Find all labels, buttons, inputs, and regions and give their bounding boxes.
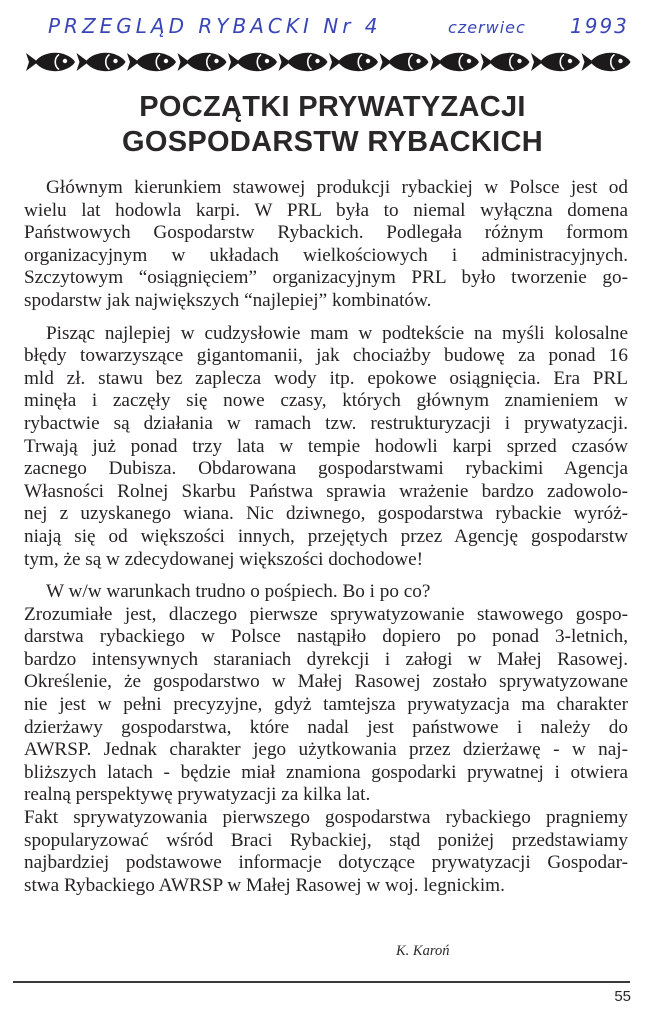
fish-icon: [582, 53, 631, 71]
fish-icon: [127, 53, 176, 71]
author-signature: K. Karoń: [396, 943, 450, 959]
text-line: Własności Rolnej Skarbu Państwa sprawia wrażenie bardzo zadowolo-: [24, 480, 628, 502]
text-line: Określenie, że gospodarstwo w Małej Rasowej zostało sprywatyzowane: [24, 671, 628, 693]
text-line: realną perspektywę prywatyzacji za kilka lat.: [24, 784, 371, 806]
text-line: błędy towarzyszące gigantomanii, jak chociażby budowę za ponad 16: [24, 345, 628, 367]
paragraph: [24, 807, 628, 897]
text-line: minęła i zaczęły się nowe czasy, których głównym znamieniem w: [24, 390, 628, 412]
fish-icon: [178, 53, 227, 71]
text-line: bardzo intensywnych staraniach dyrekcji i załogi w Małej Rasowej.: [24, 648, 628, 670]
text-line: Fakt sprywatyzowania pierwszego gospodarstwa rybackiego pragniemy: [24, 807, 628, 829]
fish-border: [26, 50, 632, 74]
text-line: rybactwie są działania w ramach tzw. restrukturyzacji i prywatyzacji.: [24, 412, 628, 434]
paragraph: [24, 604, 628, 807]
text-line: spopularyzować wśród Braci Rybackiej, stąd poniżej przedstawiamy: [24, 829, 628, 851]
text-line: Trwają już ponad trzy lata w tempie hodowli karpi sprzed czasów: [24, 435, 628, 457]
handwritten-year: 1993: [570, 14, 629, 38]
article-title: [0, 90, 665, 160]
text-line: spodarstw jak największych “najlepiej” kombinatów.: [24, 289, 432, 311]
text-line: zacnego Dubisza. Obdarowana gospodarstwami rybackimi Agencja: [24, 458, 628, 480]
text-line: mld zł. stawu bez zaplecza wody itp. epokowe osiągnięcia. Era PRL: [24, 367, 628, 389]
text-line: nie jest w pełni precyzyjne, gdyż tamtejsza prywatyzacja ma charakter: [24, 694, 628, 716]
article-title-line: GOSPODARSTW RYBACKICH: [122, 126, 543, 158]
text-line: tym, że są w zdecydowanej większości dochodowe!: [24, 548, 424, 570]
text-line: Szczytowym “osiągnięciem” organizacyjnym PRL było tworzenie go-: [24, 267, 628, 289]
text-line: niają się od większości innych, przejętych przez Agencję gospodarstw: [24, 525, 628, 547]
text-line: Państwowych Gospodarstw Rybackich. Podlegała różnym formom: [24, 222, 628, 244]
article-body: [24, 177, 628, 897]
text-line: Głównym kierunkiem stawowej produkcji rybackiej w Polsce jest od: [46, 177, 628, 198]
text-line: darstwa rybackiego w Polsce nastąpiło dopiero po ponad 3-letnich,: [24, 626, 628, 648]
fish-icon: [380, 53, 429, 71]
text-line: Pisząc najlepiej w cudzysłowie mam w podtekście na myśli kolosalne: [46, 322, 628, 344]
fish-icon: [228, 53, 277, 71]
fish-icon: [329, 53, 378, 71]
article-title-line: POCZĄTKI PRYWATYZACJI: [139, 91, 526, 123]
footer-rule: [13, 981, 630, 983]
paragraph: [24, 177, 628, 313]
text-line: Zrozumiałe jest, dlaczego pierwsze sprywatyzowanie stawowego gospo-: [24, 603, 628, 625]
paragraph: [24, 323, 628, 572]
fish-icon: [26, 53, 75, 71]
text-line: wielu lat hodowla karpi. W PRL była to niemal wyłączna domena: [24, 199, 628, 221]
fish-icon: [430, 53, 479, 71]
fish-border-graphic: [26, 50, 632, 74]
text-line: stwa Rybackiego AWRSP w Małej Rasowej w woj. legnickim.: [24, 874, 505, 896]
fish-icon: [481, 53, 530, 71]
text-line: dzierżawy gospodarstwa, które nadal jest państwowe i należy do: [24, 716, 628, 738]
text-line: nej z uzyskanego wiana. Nic dziwnego, gospodarstwa rybackie wyróż-: [24, 503, 628, 525]
handwritten-month: czerwiec: [448, 18, 526, 37]
fish-icon: [77, 53, 126, 71]
text-line: organizacyjnym w układach wielkościowych i administracyjnych.: [24, 244, 628, 266]
text-line: AWRSP. Jednak charakter jego użytkowania przez dzierżawę - w naj-: [24, 739, 628, 761]
text-line: W w/w warunkach trudno o pośpiech. Bo i po co?: [46, 581, 431, 603]
text-line: najbardziej podstawowe informacje dotyczące prywatyzacji Gospodar-: [24, 852, 628, 874]
handwritten-journal-title: PRZEGLĄD RYBACKI Nr 4: [48, 14, 382, 38]
page-number: 55: [614, 988, 631, 1005]
handwritten-annotation: [48, 14, 658, 44]
text-line: bliższych latach - będzie miał znamiona gospodarki prywatnej i otwiera: [24, 761, 628, 783]
fish-icon: [531, 53, 580, 71]
paragraph: [24, 581, 628, 604]
fish-icon: [279, 53, 328, 71]
